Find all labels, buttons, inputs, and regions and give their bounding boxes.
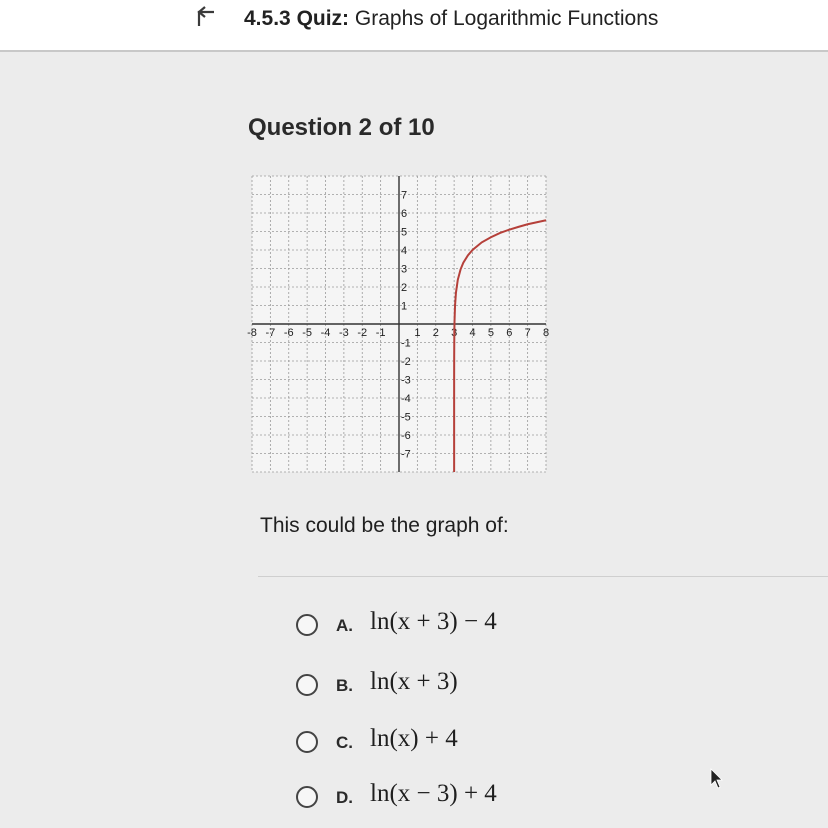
quiz-number: 4.5.3 [244, 7, 291, 30]
x-tick-label: -7 [265, 327, 276, 339]
y-tick-label: -1 [401, 337, 411, 350]
y-tick-label: -6 [401, 430, 411, 442]
y-tick-label: 3 [401, 263, 408, 276]
x-tick-label: 8 [542, 327, 550, 339]
x-tick-label: 5 [487, 327, 494, 339]
quiz-label: Quiz: [296, 7, 350, 30]
y-tick-label: 1 [401, 300, 408, 313]
axes [252, 176, 546, 472]
y-tick-label: -7 [401, 448, 411, 461]
quiz-header [0, 0, 828, 52]
graph-svg [247, 176, 550, 472]
option-expression: ln(x) + 4 [370, 725, 458, 752]
option-d[interactable] [296, 780, 596, 816]
divider [258, 576, 828, 577]
option-letter: A. [336, 616, 353, 635]
curves [454, 220, 546, 472]
x-tick-label: -4 [320, 327, 331, 339]
option-letter: C. [336, 733, 353, 752]
radio-button-icon[interactable] [296, 786, 318, 808]
y-tick-label: 5 [401, 226, 408, 239]
x-tick-label: 2 [432, 327, 439, 339]
radio-button-icon[interactable] [296, 731, 318, 753]
x-tick-label: -1 [375, 327, 386, 339]
option-b[interactable] [296, 668, 596, 704]
function-graph [247, 176, 550, 472]
x-tick-label: -8 [247, 327, 257, 339]
option-a[interactable] [296, 608, 596, 644]
radio-button-icon[interactable] [296, 614, 318, 636]
option-c[interactable] [296, 725, 596, 761]
quiz-title [244, 7, 658, 31]
y-tick-label: -4 [401, 393, 411, 405]
y-tick-label: 4 [401, 245, 408, 257]
y-tick-label: -5 [401, 411, 411, 424]
x-tick-label: 4 [469, 327, 476, 339]
option-expression: ln(x + 3) − 4 [370, 608, 497, 635]
x-tick-label: -2 [357, 327, 368, 339]
option-expression: ln(x − 3) + 4 [370, 780, 497, 807]
x-tick-label: 3 [451, 327, 458, 339]
series-curve [454, 220, 546, 472]
y-tick-label: 6 [401, 208, 408, 220]
y-tick-label: 2 [401, 282, 408, 294]
tick-labels [247, 190, 549, 461]
y-tick-label: 7 [401, 189, 408, 202]
x-tick-label: -6 [283, 327, 294, 339]
x-tick-label: -3 [338, 327, 349, 339]
option-expression: ln(x + 3) [370, 668, 458, 695]
option-letter: B. [336, 676, 353, 695]
y-tick-label: -2 [401, 356, 411, 368]
quiz-name: Graphs of Logarithmic Functions [354, 7, 659, 30]
option-letter: D. [336, 788, 353, 807]
question-title: Question 2 of 10 [248, 114, 435, 141]
y-tick-label: -3 [401, 374, 411, 387]
x-tick-label: 6 [506, 327, 513, 339]
mouse-cursor-icon [710, 768, 724, 790]
question-prompt: This could be the graph of: [260, 514, 509, 537]
radio-button-icon[interactable] [296, 674, 318, 696]
back-arrow-icon[interactable] [196, 6, 218, 28]
x-tick-label: -5 [302, 327, 313, 339]
x-tick-label: 7 [524, 327, 531, 339]
x-tick-label: 1 [414, 327, 421, 339]
